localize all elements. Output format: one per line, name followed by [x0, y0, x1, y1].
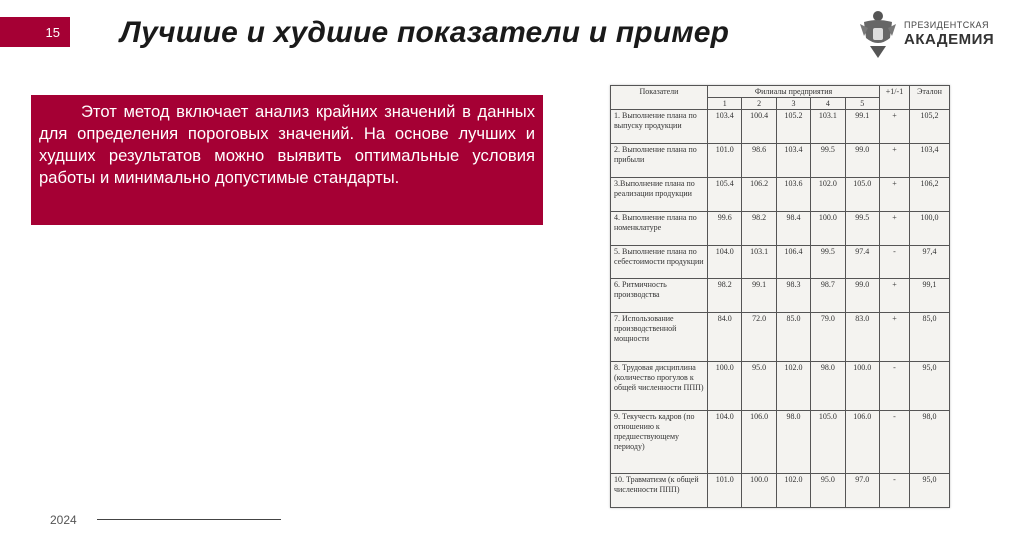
table-row [611, 245, 950, 279]
branch-value: 105.0 [811, 410, 845, 473]
branch-value: 85.0 [776, 313, 810, 362]
etalon-value: 95,0 [910, 474, 950, 508]
sign-value: + [880, 110, 910, 144]
page-number: 15 [45, 24, 60, 40]
branch-value: 103.4 [708, 110, 742, 144]
indicator-label: 8. Трудовая дисциплина (количество прогулов к общей численности ППП) [611, 361, 708, 410]
eagle-emblem-icon [858, 8, 898, 60]
branch-value: 99.0 [845, 279, 879, 313]
sign-value: + [880, 143, 910, 177]
branch-value: 84.0 [708, 313, 742, 362]
branch-value: 103.1 [742, 245, 776, 279]
branch-value: 99.1 [845, 110, 879, 144]
branch-value: 98.2 [708, 279, 742, 313]
indicator-label: 2. Выполнение плана по прибыли [611, 143, 708, 177]
footer-divider [97, 519, 281, 520]
indicator-label: 3.Выполнение плана по реализации продукции [611, 177, 708, 211]
table-row [611, 211, 950, 245]
branch-value: 103.6 [776, 177, 810, 211]
branch-value: 79.0 [811, 313, 845, 362]
branch-value: 98.6 [742, 143, 776, 177]
branch-number: 3 [776, 98, 810, 110]
branch-value: 100.4 [742, 110, 776, 144]
indicator-label: 10. Травматизм (к общей численности ППП) [611, 474, 708, 508]
branch-value: 105.0 [845, 177, 879, 211]
academy-logo [858, 8, 994, 60]
indicator-label: 5. Выполнение плана по себестоимости продукции [611, 245, 708, 279]
indicator-label: 9. Текучесть кадров (по отношению к предшествующему периоду) [611, 410, 708, 473]
indicator-label: 6. Ритмичность производства [611, 279, 708, 313]
branch-value: 99.0 [845, 143, 879, 177]
branch-value: 99.5 [811, 245, 845, 279]
branch-value: 103.1 [811, 110, 845, 144]
sign-value: - [880, 361, 910, 410]
branch-value: 99.5 [845, 211, 879, 245]
header-indicator: Показатели [611, 86, 708, 110]
branch-value: 106.0 [845, 410, 879, 473]
sign-value: + [880, 313, 910, 362]
logo-line-1: ПРЕЗИДЕНТСКАЯ [904, 20, 990, 30]
logo-line-2: АКАДЕМИЯ [904, 31, 995, 48]
branch-value: 105.2 [776, 110, 810, 144]
branch-value: 99.5 [811, 143, 845, 177]
slide-title: Лучшие и худшие показатели и пример [120, 16, 730, 49]
etalon-value: 100,0 [910, 211, 950, 245]
branch-value: 100.0 [708, 361, 742, 410]
branch-value: 102.0 [811, 177, 845, 211]
header-etalon: Эталон [910, 86, 950, 110]
branch-value: 97.0 [845, 474, 879, 508]
branch-value: 98.2 [742, 211, 776, 245]
table-row [611, 110, 950, 144]
branch-value: 103.4 [776, 143, 810, 177]
table-row [611, 279, 950, 313]
branch-value: 101.0 [708, 474, 742, 508]
indicator-label: 1. Выполнение плана по выпуску продукции [611, 110, 708, 144]
sign-value: - [880, 245, 910, 279]
branch-number: 4 [811, 98, 845, 110]
indicators-table-image [610, 85, 950, 508]
branch-value: 104.0 [708, 410, 742, 473]
table-header-row [611, 86, 950, 98]
etalon-value: 106,2 [910, 177, 950, 211]
branch-value: 106.4 [776, 245, 810, 279]
branch-value: 98.0 [811, 361, 845, 410]
branch-value: 104.0 [708, 245, 742, 279]
etalon-value: 98,0 [910, 410, 950, 473]
etalon-value: 85,0 [910, 313, 950, 362]
sign-value: - [880, 410, 910, 473]
branch-value: 106.0 [742, 410, 776, 473]
branch-number: 1 [708, 98, 742, 110]
page-number-badge [0, 17, 70, 47]
branch-value: 95.0 [742, 361, 776, 410]
branch-value: 98.0 [776, 410, 810, 473]
branch-value: 98.7 [811, 279, 845, 313]
sign-value: + [880, 177, 910, 211]
branch-value: 100.0 [811, 211, 845, 245]
indicator-label: 7. Использование производственной мощности [611, 313, 708, 362]
etalon-value: 99,1 [910, 279, 950, 313]
branch-number: 5 [845, 98, 879, 110]
header-sign: +1/-1 [880, 86, 910, 110]
table-row [611, 361, 950, 410]
etalon-value: 97,4 [910, 245, 950, 279]
etalon-value: 95,0 [910, 361, 950, 410]
etalon-value: 105,2 [910, 110, 950, 144]
branch-value: 106.2 [742, 177, 776, 211]
logo-text [904, 21, 994, 47]
sign-value: + [880, 279, 910, 313]
indicators-table [610, 85, 950, 508]
branch-value: 95.0 [811, 474, 845, 508]
footer-year: 2024 [50, 513, 77, 527]
table-row [611, 143, 950, 177]
sign-value: - [880, 474, 910, 508]
branch-value: 102.0 [776, 361, 810, 410]
table-row [611, 474, 950, 508]
branch-value: 97.4 [845, 245, 879, 279]
branch-value: 102.0 [776, 474, 810, 508]
branch-value: 105.4 [708, 177, 742, 211]
table-row [611, 410, 950, 473]
sign-value: + [880, 211, 910, 245]
method-description: Этот метод включает анализ крайних значений в данных для определения пороговых значений. На основе лучших и худших результатов можно выявить оптимальные условия работы и минимально допустимые стандарты. [31, 95, 543, 225]
branch-value: 98.3 [776, 279, 810, 313]
table-row [611, 177, 950, 211]
branch-value: 99.1 [742, 279, 776, 313]
branch-number: 2 [742, 98, 776, 110]
branch-value: 100.0 [845, 361, 879, 410]
branch-value: 98.4 [776, 211, 810, 245]
table-row [611, 313, 950, 362]
branch-value: 99.6 [708, 211, 742, 245]
etalon-value: 103,4 [910, 143, 950, 177]
branch-value: 100.0 [742, 474, 776, 508]
branch-value: 72.0 [742, 313, 776, 362]
branch-value: 83.0 [845, 313, 879, 362]
branch-value: 101.0 [708, 143, 742, 177]
header-branches: Филиалы предприятия [708, 86, 880, 98]
indicator-label: 4. Выполнение плана по номенклатуре [611, 211, 708, 245]
